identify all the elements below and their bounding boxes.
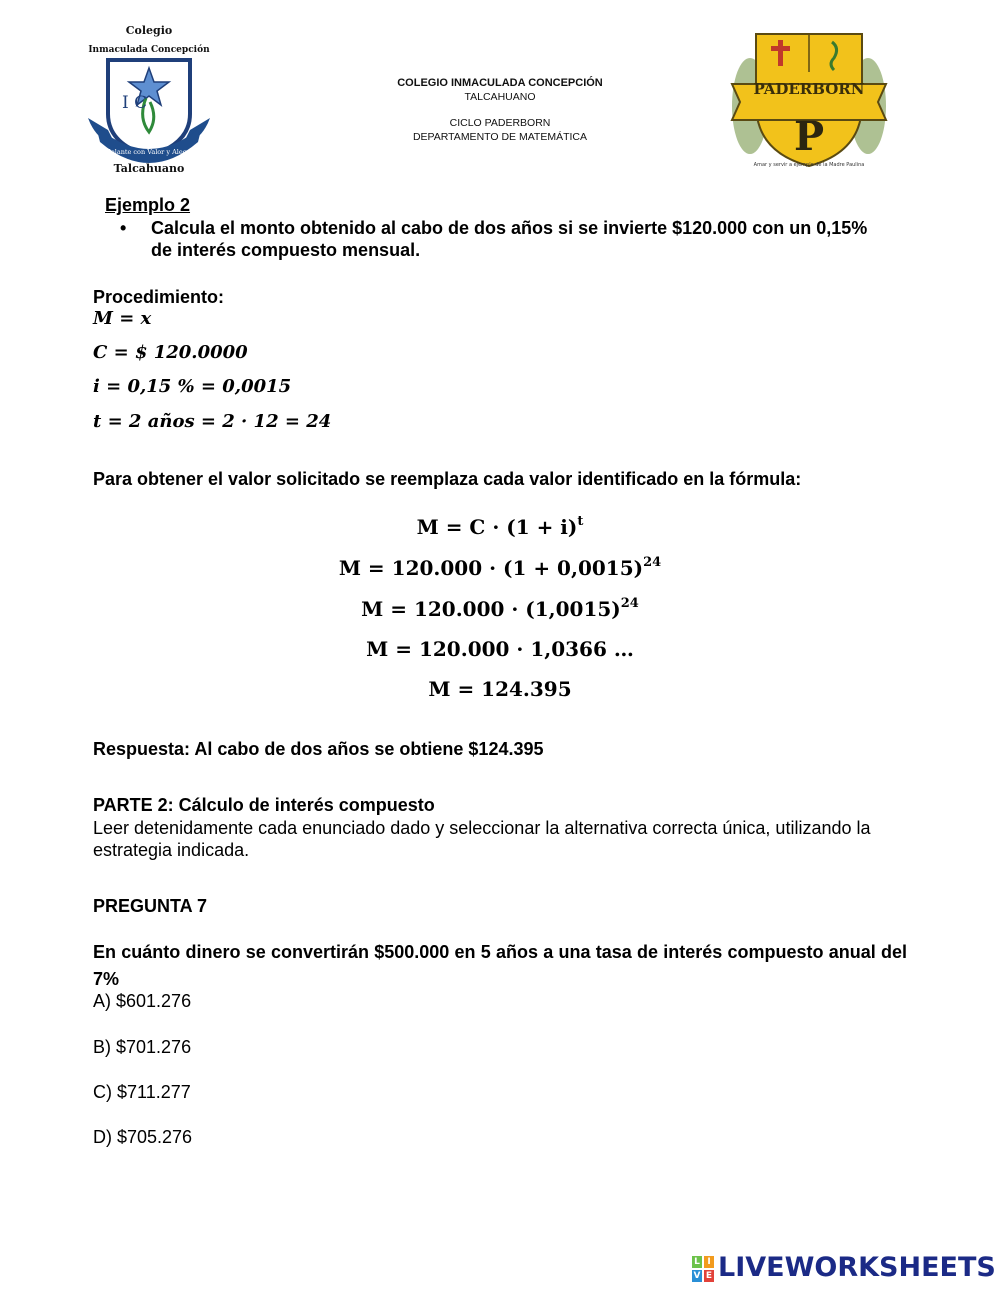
paderborn-banner: PADERBORN (753, 80, 865, 98)
procedure-line-t: t = 2 años = 2 · 12 = 24 (93, 411, 332, 432)
school-crest-logo (86, 22, 212, 178)
example-statement: Calcula el monto obtenido al cabo de dos años si se invierte $120.000 con un 0,15% de interés compuesto mensual. (151, 218, 868, 260)
paderborn-letter: P (793, 113, 825, 160)
option-d[interactable]: D) $705.276 (93, 1127, 193, 1147)
cycle-name: CICLO PADERBORN (449, 117, 551, 129)
procedure-line-c: C = $ 120.0000 (93, 342, 248, 363)
option-c[interactable]: C) $711.277 (93, 1082, 191, 1102)
paderborn-motto: Amar y servir a ejemplo de la Madre Paulina (753, 162, 865, 168)
part2-title: PARTE 2: Cálculo de interés compuesto (93, 795, 435, 815)
formula-intro: Para obtener el valor solicitado se reemplaza cada valor identificado en la fórmula: (93, 469, 802, 489)
crest-motto: Adelante con Valor y Alegría (102, 148, 196, 156)
bullet-icon: • (120, 218, 127, 238)
procedure-line-m: M = x (93, 308, 152, 329)
school-header (350, 77, 650, 143)
crest-top-text: Colegio (125, 24, 173, 37)
equation-5: M = 124.395 (428, 677, 572, 701)
liveworksheets-brand[interactable]: LIVEWORKSHEETS (718, 1252, 996, 1283)
procedure-title: Procedimiento: (93, 287, 225, 307)
question-label: PREGUNTA 7 (93, 896, 208, 916)
option-a[interactable]: A) $601.276 (93, 991, 192, 1011)
liveworksheets-badge-icon: L I V E (693, 1257, 713, 1281)
department-name: DEPARTAMENTO DE MATEMÁTICA (412, 131, 588, 143)
option-b[interactable]: B) $701.276 (93, 1037, 192, 1057)
question-text: En cuánto dinero se convertirán $500.000 en 5 años a una tasa de interés compuesto anual del 7% (93, 942, 907, 989)
procedure-line-i: i = 0,15 % = 0,0015 (93, 376, 292, 397)
crest-arc-text: Inmaculada Concepción (88, 45, 210, 55)
equation-4: M = 120.000 · 1,0366 … (366, 637, 634, 661)
equation-3: $M = 120.000 \cdot (1,0015)^{24}$ (361, 596, 639, 621)
school-city: TALCAHUANO (464, 91, 536, 103)
example-title: Ejemplo 2 (105, 195, 191, 215)
crest-bottom-text: Talcahuano (113, 162, 185, 175)
answer-text: Respuesta: Al cabo de dos años se obtiene $124.395 (93, 739, 544, 759)
school-name: COLEGIO INMACULADA CONCEPCIÓN (397, 77, 603, 89)
part2-instructions: Leer detenidamente cada enunciado dado y seleccionar la alternativa correcta única, utilizando la estrategia indicada. (93, 818, 871, 860)
equation-1: $M = C \cdot (1 + i)^t$ (416, 514, 584, 539)
paderborn-logo (728, 26, 890, 174)
crest-letters: I C (122, 93, 148, 113)
equation-2: $M = 120.000 \cdot (1 + 0,0015)^{24}$ (338, 555, 662, 580)
